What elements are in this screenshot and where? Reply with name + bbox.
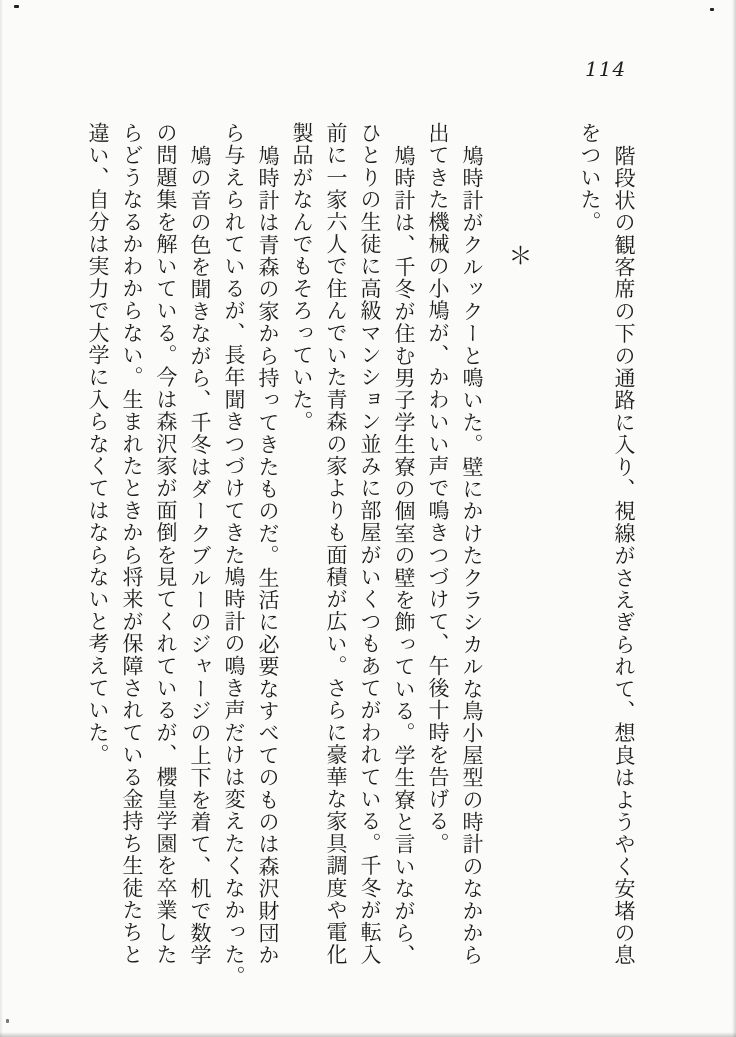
text-line: をついた。 bbox=[578, 122, 602, 233]
text-line: 鳩の音の色を聞きながら、千冬はダークブルーのジャージの上下を着て、机で数学 bbox=[188, 145, 212, 967]
text-line: 鳩時計がクルックーと鳴いた。壁にかけたクラシカルな鳥小屋型の時計のなかから bbox=[460, 145, 484, 967]
section-separator: ＊ bbox=[504, 243, 532, 269]
text-line: 違い、自分は実力で大学に入らなくてはならないと考えていた。 bbox=[86, 122, 110, 766]
scan-speck bbox=[14, 5, 19, 8]
text-line: ひとりの生徒に高級マンション並みに部屋がいくつもあてがわれている。千冬が転入 bbox=[358, 122, 382, 966]
page-number: 114 bbox=[585, 57, 627, 81]
vertical-text-block bbox=[81, 122, 641, 1002]
text-line: 出てきた機械の小鳩が、かわいい声で鳴きつづけて、午後十時を告げる。 bbox=[426, 122, 450, 855]
scan-speck bbox=[710, 8, 714, 11]
scan-speck bbox=[6, 1019, 9, 1023]
text-line: ら与えられているが、長年聞きつづけてきた鳩時計の鳴き声だけは変えたくなかった。 bbox=[222, 122, 246, 988]
text-line: 鳩時計は、千冬が住む男子学生寮の個室の壁を飾っている。学生寮と言いながら、 bbox=[392, 145, 416, 967]
text-line: 鳩時計は青森の家から持ってきたものだ。生活に必要なすべてのものは森沢財団か bbox=[256, 145, 280, 967]
scan-edge-left bbox=[0, 0, 3, 1037]
text-line: 製品がなんでもそろっていた。 bbox=[290, 122, 314, 433]
text-line: 階段状の観客席の下の通路に入り、視線がさえぎられて、想良はようやく安堵の息 bbox=[612, 145, 636, 967]
text-line: らどうなるかわからない。生まれたときから将来が保障されている金持ち生徒たちと bbox=[120, 122, 144, 966]
scan-edge-bottom bbox=[0, 1032, 736, 1037]
text-line: 前に一家六人で住んでいた青森の家よりも面積が広い。さらに豪華な家具調度や電化 bbox=[324, 122, 348, 966]
scan-edge-right bbox=[732, 0, 736, 1037]
text-line: の問題集を解いている。今は森沢家が面倒を見てくれているが、櫻皇学園を卒業した bbox=[154, 122, 178, 966]
